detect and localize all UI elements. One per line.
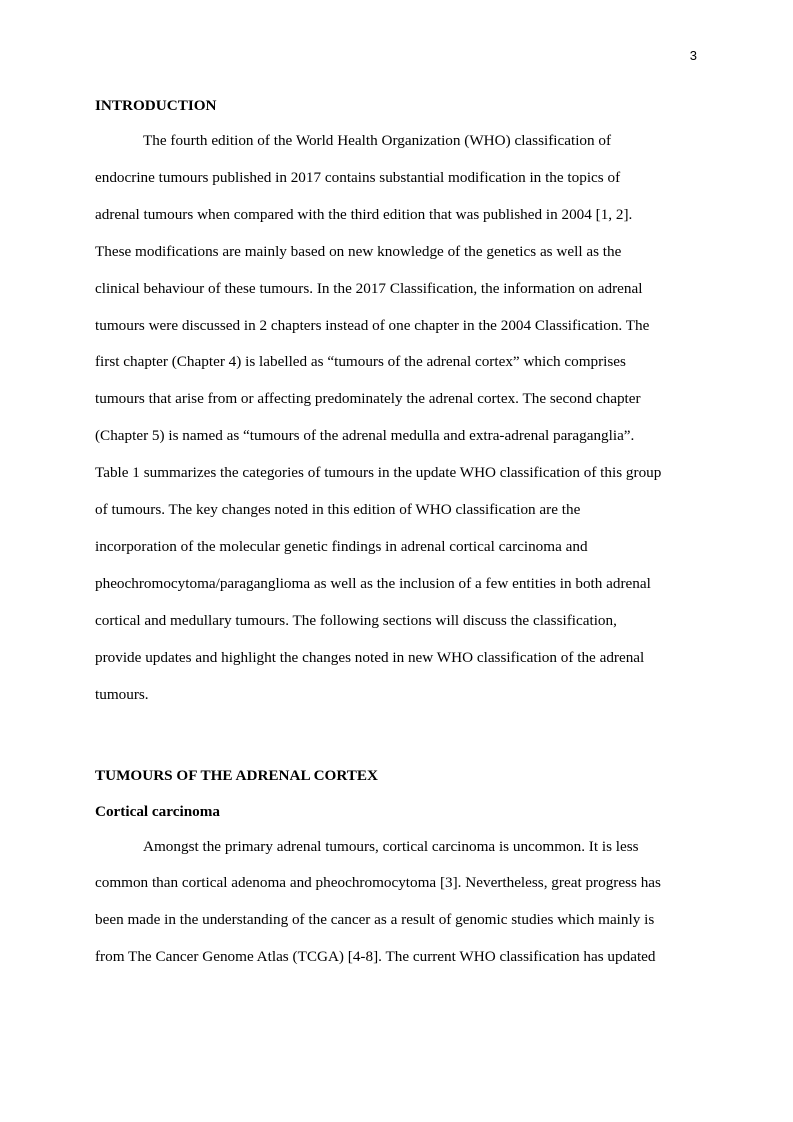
paragraph-line: tumours were discussed in 2 chapters instead of one chapter in the 2004 Classification. The	[95, 316, 650, 334]
paragraph-line: provide updates and highlight the changes noted in new WHO classification of the adrenal	[95, 648, 645, 666]
paragraph-line: common than cortical adenoma and pheochromocytoma [3]. Nevertheless, great progress has	[95, 874, 661, 892]
paragraph-line: incorporation of the molecular genetic findings in adrenal cortical carcinoma and	[95, 537, 588, 555]
paragraph-line: Amongst the primary adrenal tumours, cortical carcinoma is uncommon. It is less	[143, 837, 639, 855]
paragraph-line: These modifications are mainly based on new knowledge of the genetics as well as the	[95, 242, 622, 260]
cortical-carcinoma-paragraph	[95, 829, 697, 977]
paragraph-line: cortical and medullary tumours. The following sections will discuss the classification,	[95, 611, 617, 629]
adrenal-cortex-heading: TUMOURS OF THE ADRENAL CORTEX	[95, 766, 379, 784]
paragraph-line: clinical behaviour of these tumours. In the 2017 Classification, the information on adrenal	[95, 279, 643, 297]
paragraph-line: tumours that arise from or affecting predominately the adrenal cortex. The second chapter	[95, 390, 641, 408]
paragraph-line: pheochromocytoma/paraganglioma as well as the inclusion of a few entities in both adrenal	[95, 574, 651, 592]
paragraph-line: The fourth edition of the World Health Organization (WHO) classification of	[143, 132, 612, 149]
document-body	[95, 94, 697, 976]
introduction-heading: INTRODUCTION	[95, 97, 217, 114]
paragraph-line: been made in the understanding of the cancer as a result of genomic studies which mainly is	[95, 911, 655, 929]
paragraph-line: adrenal tumours when compared with the third edition that was published in 2004 [1, 2].	[95, 205, 633, 223]
introduction-paragraph	[95, 123, 697, 714]
paragraph-line: tumours.	[95, 685, 149, 703]
cortical-carcinoma-heading: Cortical carcinoma	[95, 802, 220, 820]
paragraph-line: Table 1 summarizes the categories of tumours in the update WHO classification of this group	[95, 464, 662, 482]
paragraph-line: endocrine tumours published in 2017 contains substantial modification in the topics of	[95, 168, 621, 186]
paragraph-line: from The Cancer Genome Atlas (TCGA) [4-8]. The current WHO classification has updated	[95, 948, 656, 966]
page-number: 3	[689, 48, 697, 63]
paragraph-line: of tumours. The key changes noted in this edition of WHO classification are the	[95, 501, 581, 519]
paragraph-line: (Chapter 5) is named as “tumours of the adrenal medulla and extra-adrenal paraganglia”.	[95, 427, 635, 445]
paragraph-line: first chapter (Chapter 4) is labelled as “tumours of the adrenal cortex” which comprises	[95, 353, 626, 371]
